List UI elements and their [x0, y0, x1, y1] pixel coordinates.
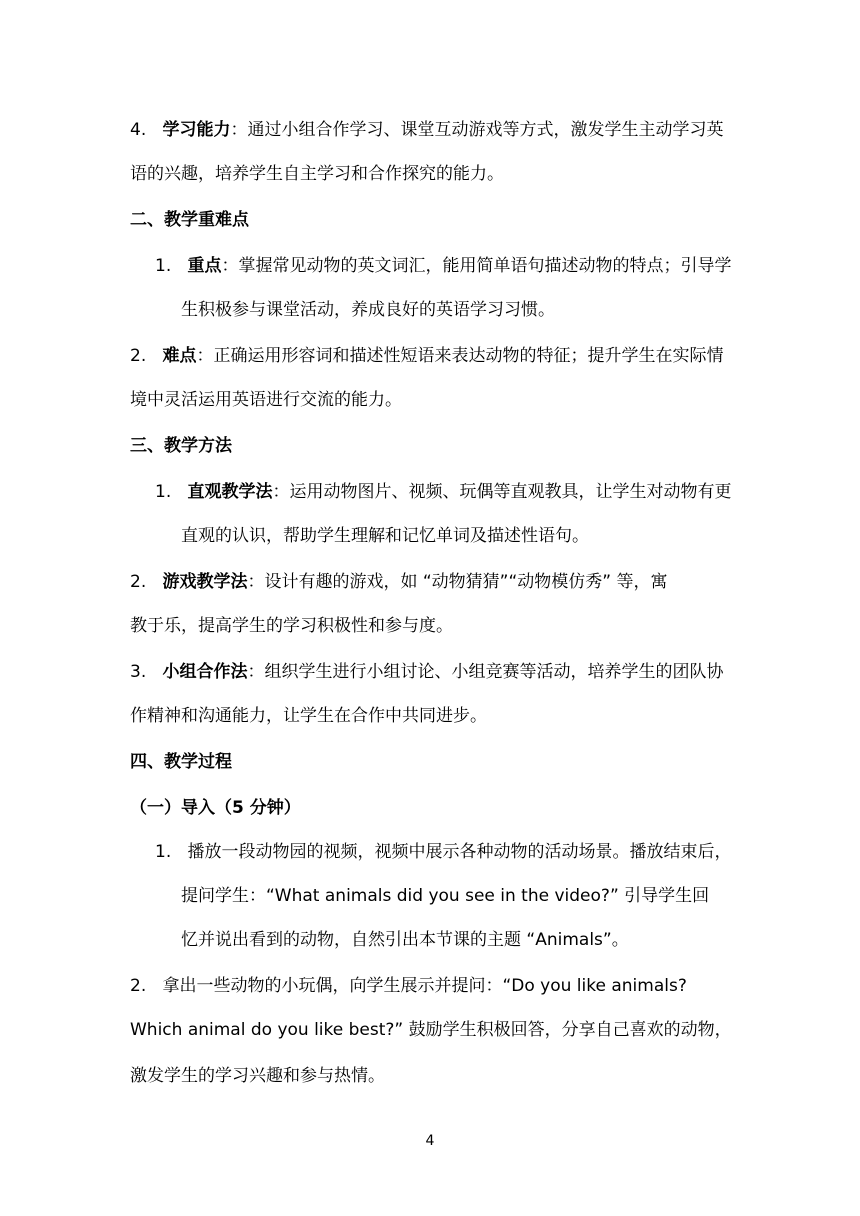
- item-label: 重点: [187, 256, 222, 276]
- text-line: 语的兴趣，培养学生自主学习和合作探究的能力。: [130, 164, 504, 184]
- item-text: 拿出一些动物的小玩偶，向学生展示并提问：“Do you like animals?: [162, 976, 687, 996]
- page-number: 4: [425, 1133, 435, 1149]
- text-line: 生积极参与课堂活动，养成良好的英语学习习惯。: [181, 300, 555, 320]
- list-item-key-point: [155, 254, 731, 278]
- list-item-game-method: [130, 570, 668, 594]
- item-label: 小组合作法: [162, 662, 248, 682]
- subsection-heading: （一）导入（5 分钟）: [130, 798, 301, 818]
- item-text: ：掌握常见动物的英文词汇，能用简单语句描述动物的特点；引导学: [221, 256, 732, 276]
- section-heading: 四、教学过程: [130, 752, 232, 772]
- item-number: 2.: [130, 572, 147, 592]
- item-text: ：通过小组合作学习、课堂互动游戏等方式，激发学生主动学习英: [230, 120, 724, 140]
- item-label: 游戏教学法: [162, 572, 248, 592]
- section-heading: 三、教学方法: [130, 436, 232, 456]
- item-number: 3.: [130, 662, 147, 682]
- text-line: 作精神和沟通能力，让学生在合作中共同进步。: [130, 706, 487, 726]
- list-item-learning-ability: [130, 118, 723, 142]
- item-label: 直观教学法: [187, 482, 273, 502]
- item-number: 1.: [155, 256, 172, 276]
- item-text: ：设计有趣的游戏，如 “动物猜猜”“动物模仿秀” 等，寓: [247, 572, 668, 592]
- item-number: 2.: [130, 976, 147, 996]
- item-label: 难点: [162, 346, 197, 366]
- item-number: 4.: [130, 120, 147, 140]
- item-text: 播放一段动物园的视频，视频中展示各种动物的活动场景。播放结束后，: [187, 842, 732, 862]
- text-line: 激发学生的学习兴趣和参与热情。: [130, 1066, 385, 1086]
- text-line: 提问学生：“What animals did you see in the video?” 引导学生回: [181, 886, 710, 906]
- section-heading: 二、教学重难点: [130, 210, 249, 230]
- text-line: 教于乐，提高学生的学习积极性和参与度。: [130, 616, 453, 636]
- list-item-group-method: [130, 660, 723, 684]
- list-item-intuitive-method: [155, 480, 731, 504]
- item-text: ：组织学生进行小组讨论、小组竞赛等活动，培养学生的团队协: [247, 662, 724, 682]
- list-item-intro-video: [155, 840, 731, 864]
- item-text: ：正确运用形容词和描述性短语来表达动物的特征；提升学生在实际情: [196, 346, 724, 366]
- text-line: 境中灵活运用英语进行交流的能力。: [130, 390, 402, 410]
- text-line: 忆并说出看到的动物，自然引出本节课的主题 “Animals”。: [181, 930, 629, 950]
- list-item-difficult-point: [130, 344, 723, 368]
- item-label: 学习能力: [162, 120, 231, 140]
- item-number: 1.: [155, 482, 172, 502]
- item-text: ：运用动物图片、视频、玩偶等直观教具，让学生对动物有更: [272, 482, 732, 502]
- item-number: 2.: [130, 346, 147, 366]
- text-line: Which animal do you like best?” 鼓励学生积极回答，分享自己喜欢的动物，: [130, 1020, 732, 1040]
- list-item-intro-toys: [130, 974, 687, 998]
- item-number: 1.: [155, 842, 172, 862]
- text-line: 直观的认识，帮助学生理解和记忆单词及描述性语句。: [181, 526, 589, 546]
